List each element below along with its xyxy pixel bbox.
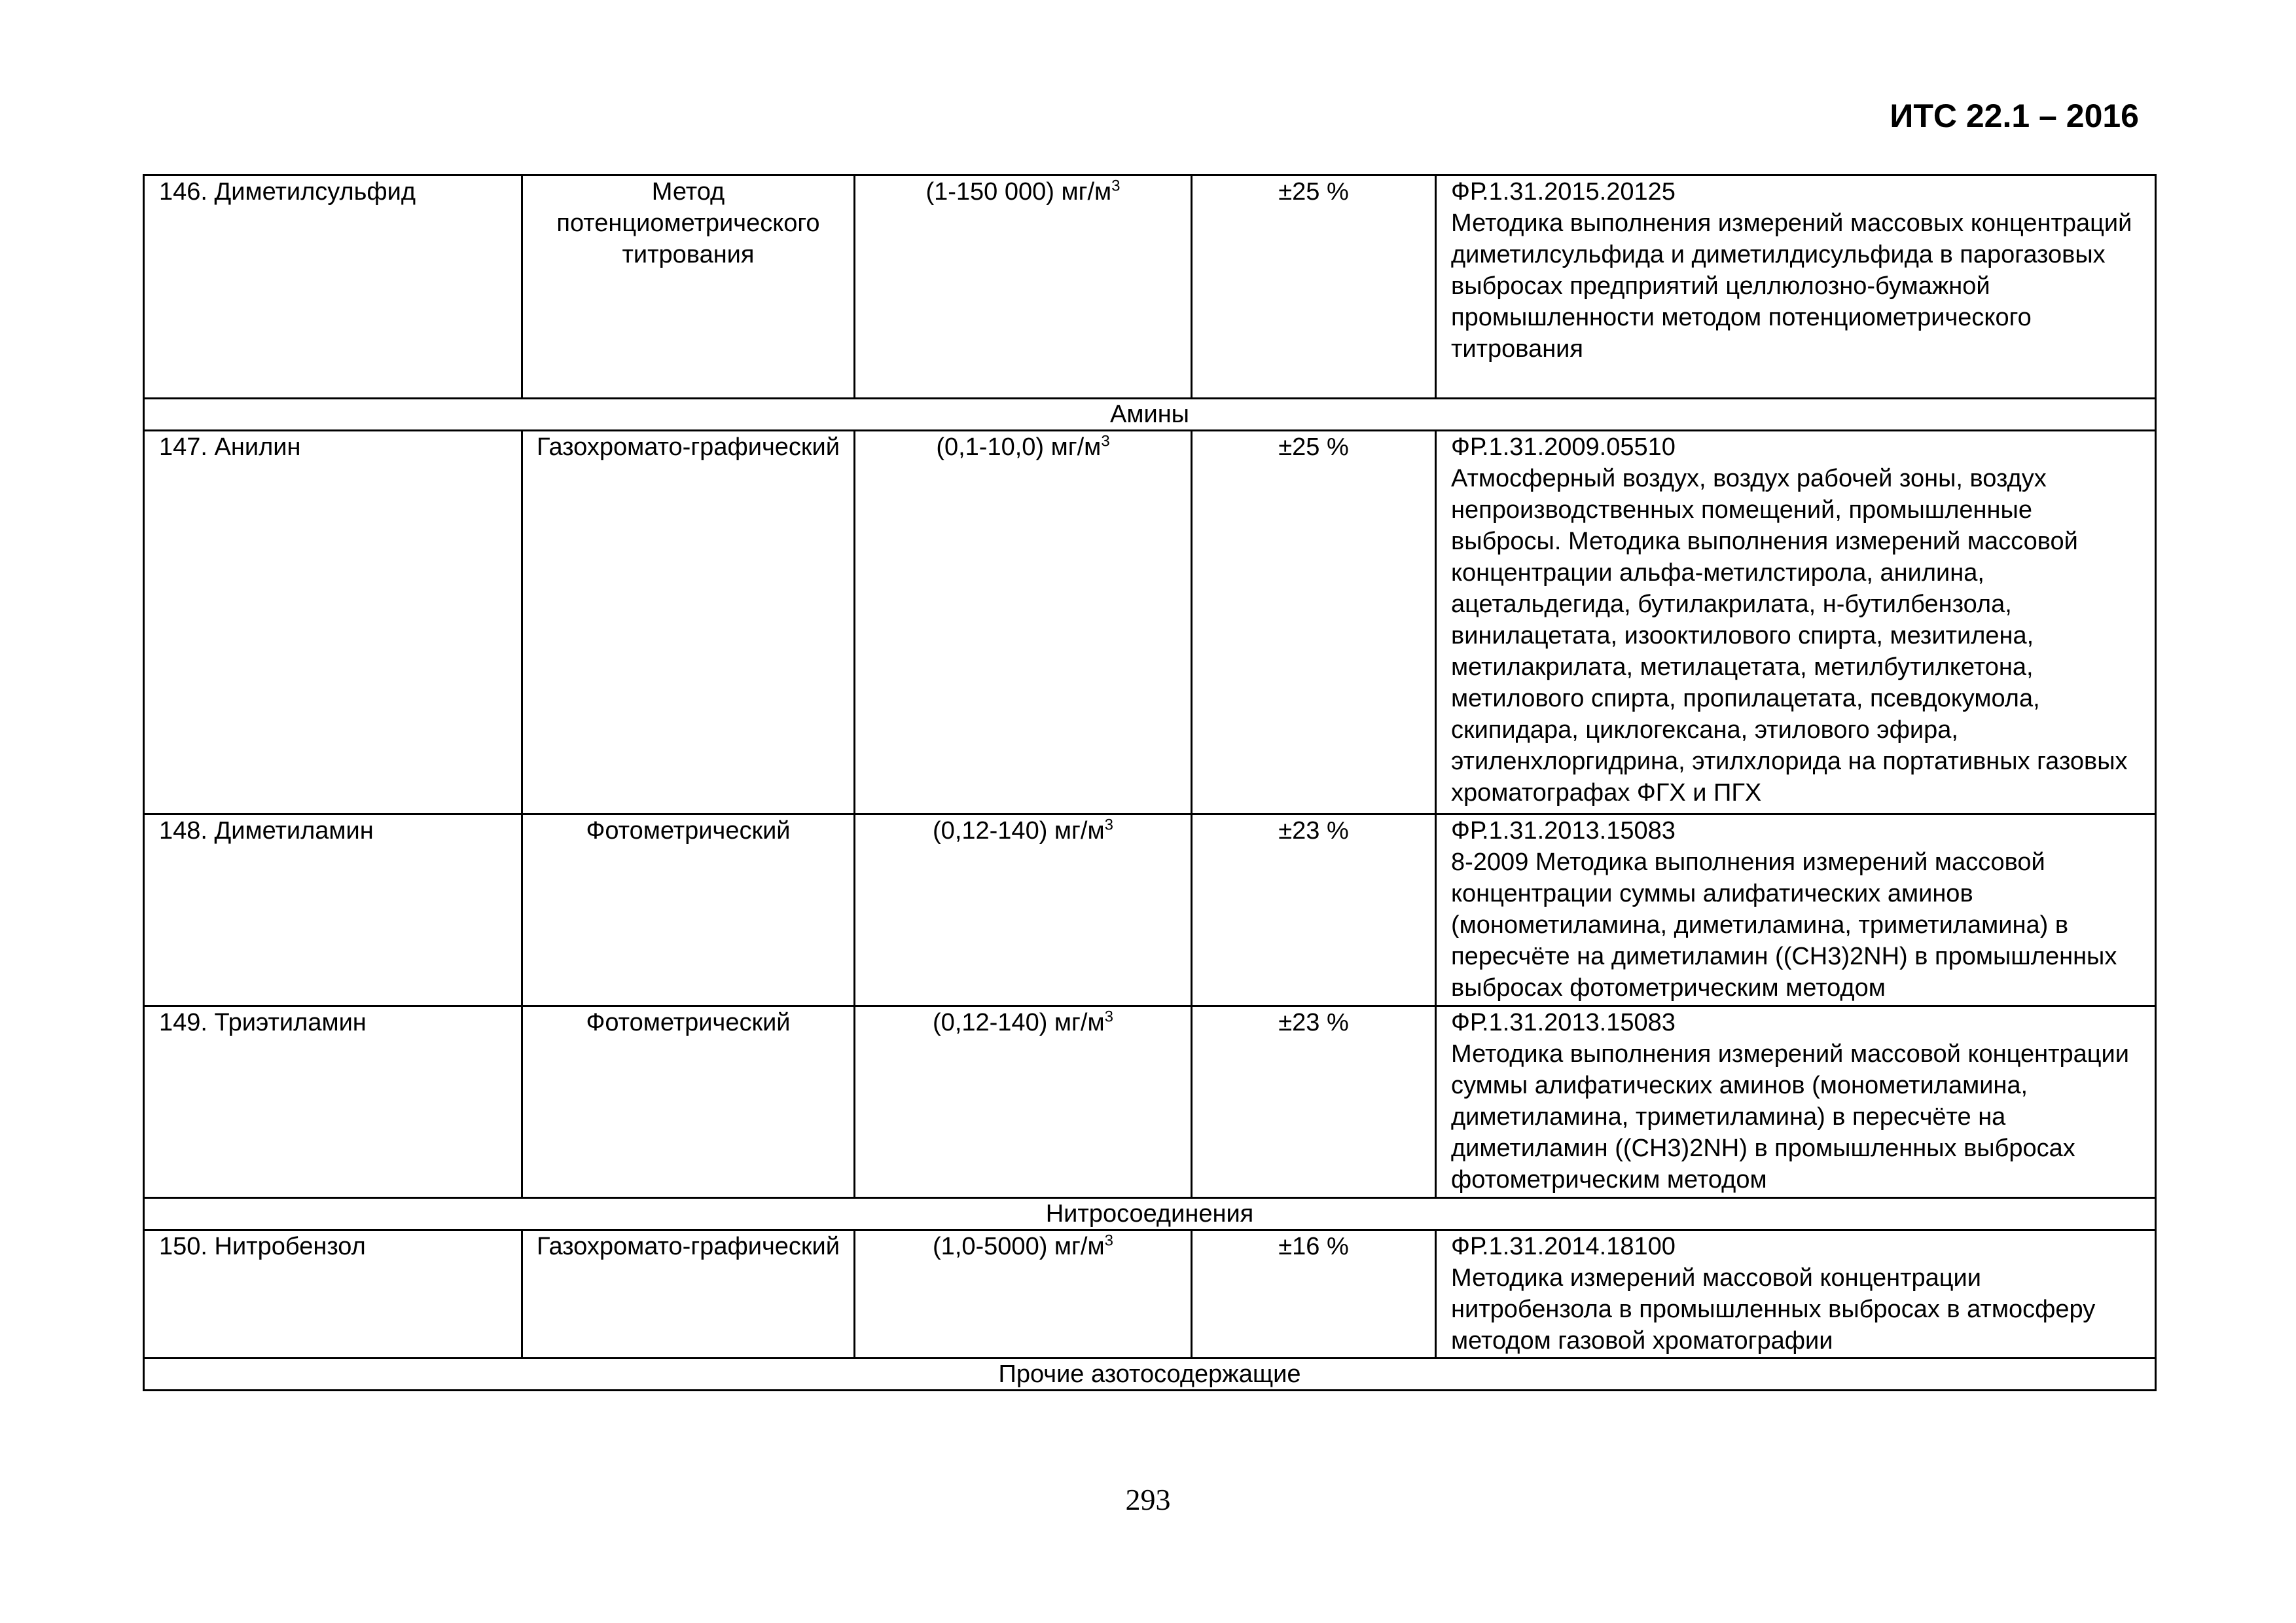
method-document (1436, 1230, 2156, 1359)
table-row (144, 814, 2156, 1006)
substance-name: 150. Нитробензол (144, 1230, 522, 1359)
table-row (144, 1006, 2156, 1198)
measurement-range: (0,12-140) $мг/м^3$ (855, 814, 1192, 1006)
substance-name: 149. Триэтиламин (144, 1006, 522, 1198)
method-document (1436, 1006, 2156, 1198)
measurement-range: (1,0-5000) $мг/м^3$ (855, 1230, 1192, 1359)
substance-name: 147. Анилин (144, 431, 522, 814)
measurement-range: (0,1-10,0) $мг/м^3$ (855, 431, 1192, 814)
table-row (144, 431, 2156, 814)
document-title: Методика выполнения измерений массовой концентрации суммы алифатических аминов (монометиламина, диметиламина, триметиламина) в пересчёте на диметиламин ((CH3)2NH) в промышленных выбросах фотометрическим методом (1451, 1040, 2129, 1194)
methods-table (143, 174, 2157, 1391)
substance-name: 148. Диметиламин (144, 814, 522, 1006)
document-title: Методика измерений массовой концентрации нитробензола в промышленных выбросах в атмосферу методом газовой хроматографии (1451, 1264, 2096, 1355)
measurement-error: ±23 % (1192, 1006, 1436, 1198)
measurement-method: Газохромато-графический (522, 431, 855, 814)
document-title: 8-2009 Методика выполнения измерений массовой концентрации суммы алифатических аминов (монометиламина, диметиламина, триметиламина) в пересчёте на диметиламин ((CH3)2NH) в промышленных выбросах фотометрическим методом (1451, 848, 2117, 1002)
page-number: 293 (1125, 1483, 1171, 1516)
measurement-error: ±23 % (1192, 814, 1436, 1006)
measurement-error: ±25 % (1192, 431, 1436, 814)
section-heading: Прочие азотосодержащие (144, 1359, 2156, 1391)
document-code: ФР.1.31.2013.15083 (1451, 1009, 1676, 1036)
measurement-method: Фотометрический (522, 814, 855, 1006)
measurement-error: ±25 % (1192, 175, 1436, 399)
document-title: Методика выполнения измерений массовых концентраций диметилсульфида и диметилдисульфида в парогазовых выбросах предприятий целлюлозно-бумажной промышленности методом потенциометрического титрования (1451, 210, 2132, 363)
substance-name: 146. Диметилсульфид (144, 175, 522, 399)
measurement-range: (0,12-140) $мг/м^3$ (855, 1006, 1192, 1198)
section-row (144, 399, 2156, 431)
measurement-range: (1-150 000) $мг/м^3$ (855, 175, 1192, 399)
measurement-method: Фотометрический (522, 1006, 855, 1198)
section-heading: Амины (144, 399, 2156, 431)
table-row (144, 175, 2156, 399)
document-code: ФР.1.31.2014.18100 (1451, 1233, 1676, 1260)
table-row (144, 1230, 2156, 1359)
measurement-method: Газохромато-графический (522, 1230, 855, 1359)
measurement-method: Метод потенциометрического титрования (522, 175, 855, 399)
document-code: ФР.1.31.2015.20125 (1451, 178, 1676, 206)
method-document (1436, 814, 2156, 1006)
method-document (1436, 175, 2156, 399)
section-row (144, 1359, 2156, 1391)
section-row (144, 1198, 2156, 1230)
measurement-error: ±16 % (1192, 1230, 1436, 1359)
section-heading: Нитросоединения (144, 1198, 2156, 1230)
document-code: ФР.1.31.2013.15083 (1451, 817, 1676, 845)
method-document (1436, 431, 2156, 814)
document-code: ФР.1.31.2009.05510 (1451, 433, 1676, 461)
document-header: ИТС 22.1 – 2016 (1890, 98, 2139, 134)
document-title: Атмосферный воздух, воздух рабочей зоны, воздух непроизводственных помещений, промышленные выбросы. Методика выполнения измерений массовой концентрации альфа-метилстирола, анилина, ацетальдегида, бутилакрилата, н-бутилбензола, винилацетата, изооктилового спирта, мезитилена, метилакрилата, метилацетата, метилбутилкетона, метилового спирта, пропилацетата, псевдокумола, скипидара, циклогексана, этилового эфира, этиленхлоргидрина, этилхлорида на портативных газовых хроматографах ФГХ и ПГХ (1451, 465, 2128, 807)
